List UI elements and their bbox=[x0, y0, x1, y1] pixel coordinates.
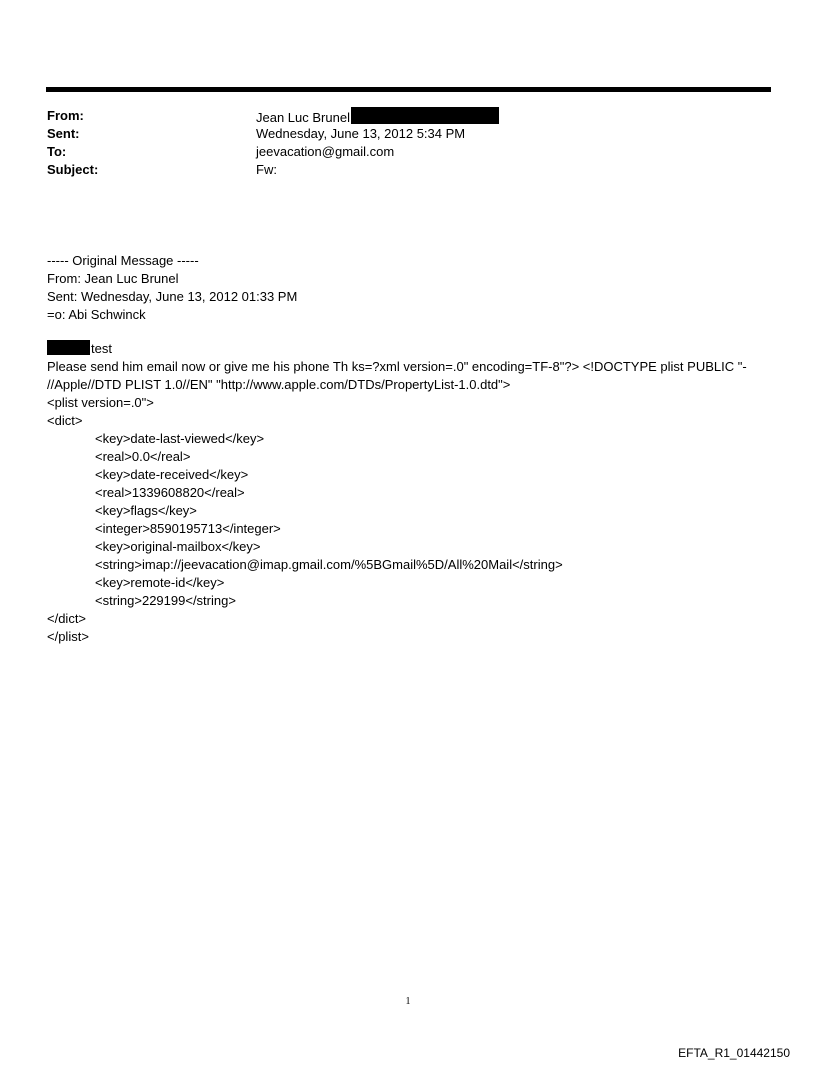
sent-value: Wednesday, June 13, 2012 5:34 PM bbox=[256, 126, 466, 141]
header-rule bbox=[46, 87, 771, 92]
dict-line: <string>imap://jeevacation@imap.gmail.com/%5BGmail%5D/All%20Mail</string> bbox=[95, 557, 563, 572]
original-from: From: Jean Luc Brunel bbox=[47, 271, 179, 286]
dict-line: <key>date-last-viewed</key> bbox=[95, 431, 265, 446]
to-label: To: bbox=[47, 144, 67, 159]
dict-line: <key>remote-id</key> bbox=[95, 575, 225, 590]
body-line-2: //Apple//DTD PLIST 1.0//EN" "http://www.apple.com/DTDs/PropertyList-1.0.dtd"> bbox=[47, 377, 511, 392]
close-dict: </dict> bbox=[47, 611, 87, 626]
body-line-4: <dict> bbox=[47, 413, 83, 428]
subject-label: Subject: bbox=[47, 162, 99, 177]
test-line bbox=[47, 340, 747, 358]
close-plist: </plist> bbox=[47, 629, 89, 644]
dict-line: <real>0.0</real> bbox=[95, 449, 191, 464]
dict-line: <key>original-mailbox</key> bbox=[95, 539, 261, 554]
bates-number: EFTA_R1_01442150 bbox=[678, 1046, 790, 1060]
to-value: jeevacation@gmail.com bbox=[256, 144, 395, 159]
body-line-3: <plist version=.0"> bbox=[47, 395, 154, 410]
dict-line: <string>229199</string> bbox=[95, 593, 236, 608]
subject-value: Fw: bbox=[256, 162, 277, 177]
page-number: 1 bbox=[405, 996, 411, 1007]
dict-line: <real>1339608820</real> bbox=[95, 485, 245, 500]
sent-label: Sent: bbox=[47, 126, 80, 141]
from-label: From: bbox=[47, 108, 84, 123]
dict-line: <integer>8590195713</integer> bbox=[95, 521, 281, 536]
from-name: Jean Luc Brunel bbox=[256, 110, 350, 125]
redaction-box bbox=[351, 107, 499, 124]
original-sent: Sent: Wednesday, June 13, 2012 01:33 PM bbox=[47, 289, 298, 304]
dict-line: <key>date-received</key> bbox=[95, 467, 249, 482]
redaction-box bbox=[47, 340, 90, 355]
dict-line: <key>flags</key> bbox=[95, 503, 197, 518]
test-text: test bbox=[91, 341, 112, 356]
body-line-1: Please send him email now or give me his phone Th ks=?xml version=.0" encoding=TF-8"?> <!DOCTYPE plist PUBLIC "- bbox=[47, 359, 747, 374]
original-divider: ----- Original Message ----- bbox=[47, 253, 199, 268]
email-body bbox=[47, 252, 747, 646]
original-to: =o: Abi Schwinck bbox=[47, 307, 146, 322]
from-value bbox=[256, 107, 499, 127]
